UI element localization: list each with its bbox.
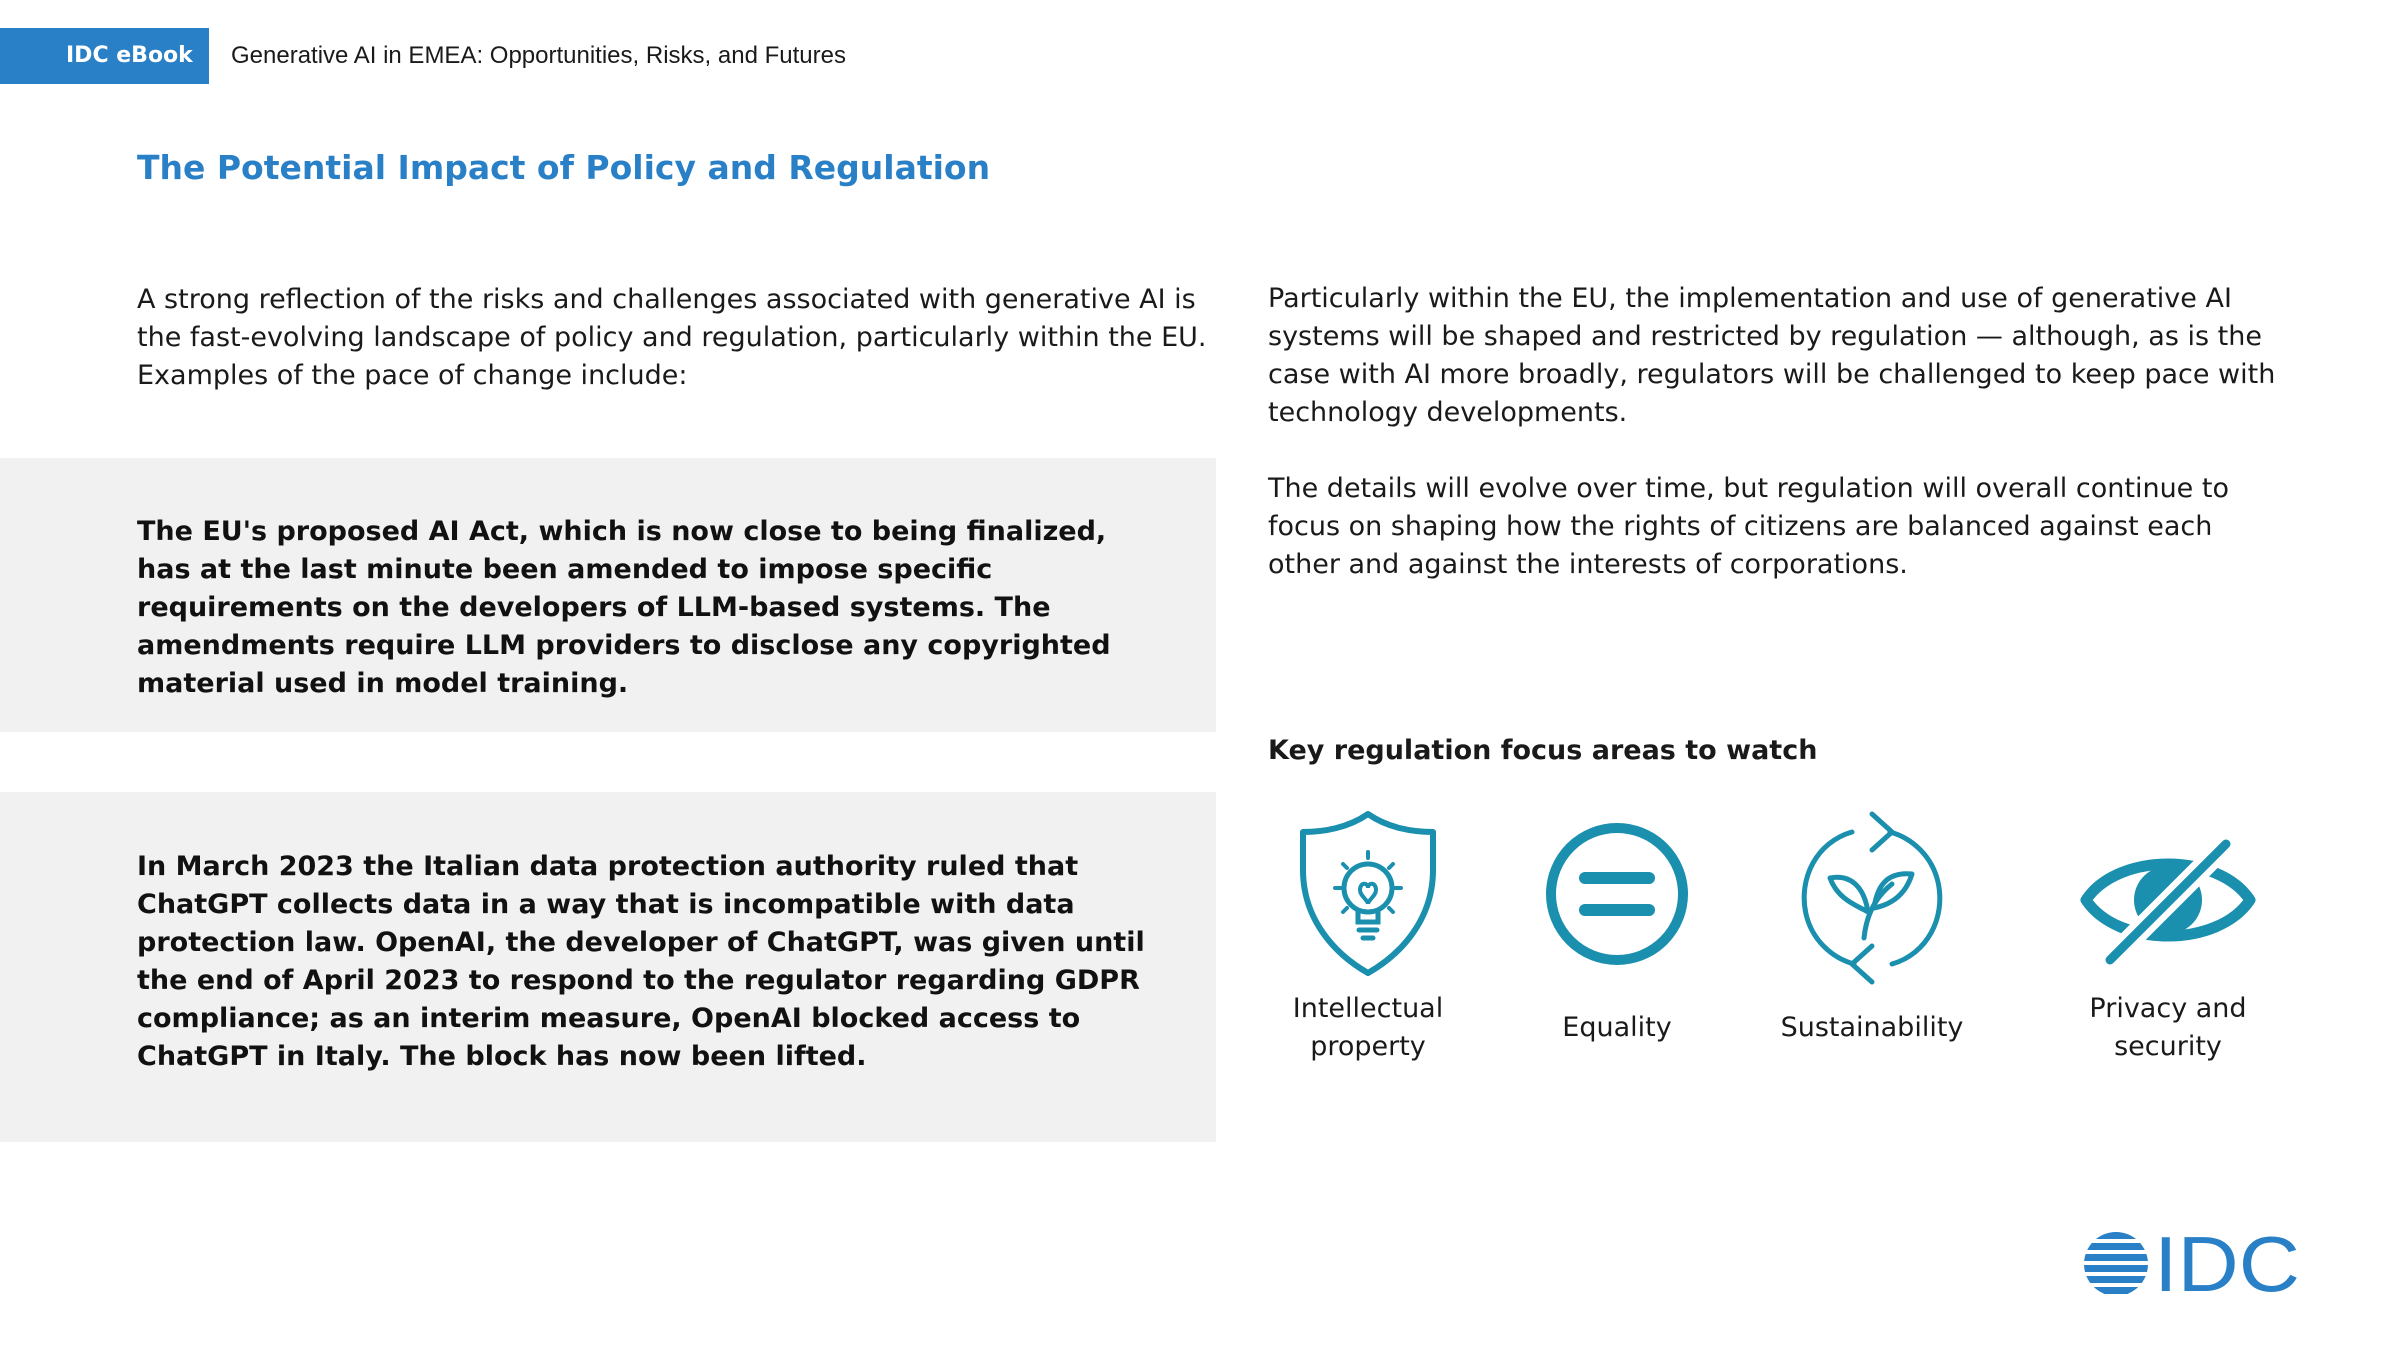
focus-label-sustainability: Sustainability xyxy=(1780,1012,1964,1043)
intro-paragraph: A strong reflection of the risks and challenges associated with generative AI is the fast-evolving landscape of policy and regulation, particularly within the EU. Examples of the pace of change include: xyxy=(137,284,1207,391)
ebook-badge: IDC eBook xyxy=(0,28,209,84)
focus-areas-heading: Key regulation focus areas to watch xyxy=(1268,735,1818,766)
callout-box-italy xyxy=(0,792,1216,1142)
focus-item-sustainability xyxy=(1752,808,1992,1068)
right-paragraph-2: The details will evolve over time, but regulation will overall continue to focus on shaping how the rights of citizens are balanced against each other and against the interests of corporations. xyxy=(1268,473,2229,580)
eye-slash-icon xyxy=(2078,808,2258,978)
shield-lightbulb-icon xyxy=(1293,808,1443,978)
page-title: The Potential Impact of Policy and Regulation xyxy=(137,148,991,187)
idc-logo xyxy=(2082,1228,2302,1304)
equals-circle-icon xyxy=(1542,808,1692,978)
focus-label-intellectual-property: Intellectual property xyxy=(1292,993,1444,1062)
callout-box-ai-act xyxy=(0,458,1216,732)
callout-text-ai-act: The EU's proposed AI Act, which is now close to being finalized, has at the last minute been amended to impose specific requirements on the developers of LLM-based systems. The amendments require LLM providers to disclose any copyrighted material used in model training. xyxy=(137,516,1111,699)
callout-text-italy: In March 2023 the Italian data protection authority ruled that ChatGPT collects data in a way that is incompatible with data protection law. OpenAI, the developer of ChatGPT, was given until the end of April 2023 to respond to the regulator regarding GDPR compliance; as an interim measure, OpenAI blocked access to ChatGPT in Italy. The block has now been lifted. xyxy=(137,851,1145,1072)
logo-wordmark: IDC xyxy=(2154,1228,2300,1300)
focus-label-equality: Equality xyxy=(1562,1012,1672,1043)
recycle-leaf-icon xyxy=(1792,808,1952,988)
focus-item-equality xyxy=(1497,808,1737,1068)
document-title: Generative AI in EMEA: Opportunities, Risks, and Futures xyxy=(231,42,846,69)
focus-item-privacy-security xyxy=(2048,808,2288,1068)
focus-item-intellectual-property xyxy=(1248,808,1488,1068)
focus-label-privacy-security: Privacy and security xyxy=(2089,993,2247,1062)
right-paragraph-1: Particularly within the EU, the implementation and use of generative AI systems will be shaped and restricted by regulation — although, as is the case with AI more broadly, regulators will be challenged to keep pace with technology developments. xyxy=(1268,283,2276,428)
